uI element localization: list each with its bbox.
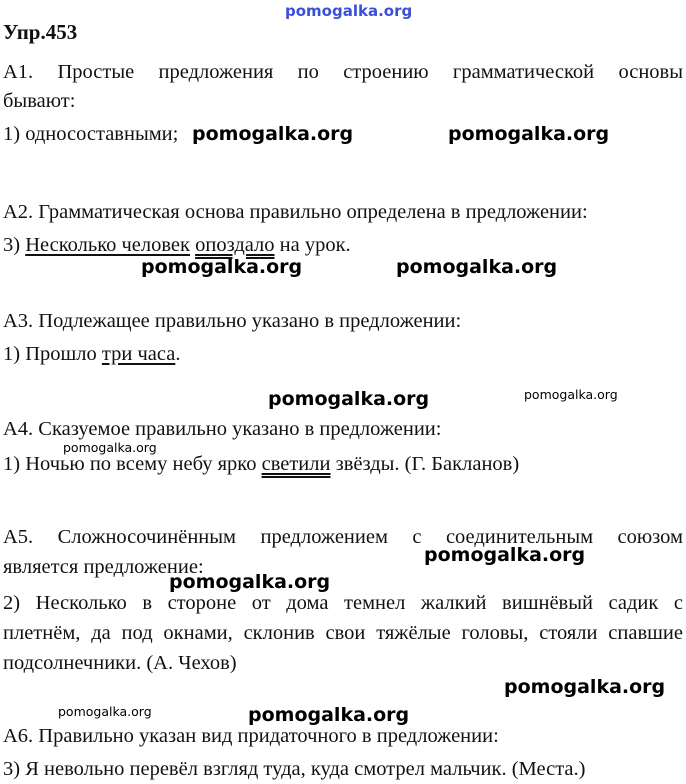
a2-answer xyxy=(3,234,351,257)
watermark: pomogalka.org xyxy=(448,123,610,145)
watermark: pomogalka.org xyxy=(192,123,354,145)
a5-answer-line2: плетнём, да под окнами, склонив свои тяжёлые головы, стояли спавшие xyxy=(3,622,683,644)
a4-answer-prefix: 1) Ночью по всему небу ярко xyxy=(3,453,262,475)
exercise-title: Упр.453 xyxy=(3,20,78,44)
a3-subject: три часа xyxy=(101,343,176,365)
watermark: pomogalka.org xyxy=(268,388,430,410)
a3-answer-rest: . xyxy=(175,343,181,365)
a2-answer-rest: на урок. xyxy=(274,234,351,256)
a6-question: А6. Правильно указан вид придаточного в предложении: xyxy=(3,725,499,747)
watermark: pomogalka.org xyxy=(524,387,618,402)
a4-predicate: светили xyxy=(261,453,331,475)
a4-question: А4. Сказуемое правильно указано в предложении: xyxy=(3,418,442,440)
a5-question-line2: является предложение: xyxy=(3,556,204,578)
a3-answer-prefix: 1) Прошло xyxy=(3,343,102,365)
a5-answer-line3: подсолнечники. (А. Чехов) xyxy=(3,652,237,674)
a2-subject: Несколько человек xyxy=(25,234,190,256)
watermark: pomogalka.org xyxy=(396,256,558,278)
watermark-top: pomogalka.org xyxy=(285,2,413,20)
a2-question: А2. Грамматическая основа правильно определена в предложении: xyxy=(3,201,588,223)
a3-question: А3. Подлежащее правильно указано в предложении: xyxy=(3,310,462,332)
a4-answer xyxy=(3,453,519,476)
a5-answer-line1: 2) Несколько в стороне от дома темнел жалкий вишнёвый садик с xyxy=(3,592,683,614)
a2-answer-prefix: 3) xyxy=(3,234,26,256)
watermark: pomogalka.org xyxy=(169,571,331,593)
a5-question-line1: А5. Сложносочинённым предложением с соединительным союзом xyxy=(3,526,683,548)
watermark: pomogalka.org xyxy=(504,676,666,698)
watermark: pomogalka.org xyxy=(248,704,410,726)
a1-question-line1: А1. Простые предложения по строению грамматической основы xyxy=(3,61,683,83)
watermark: pomogalka.org xyxy=(58,704,152,719)
watermark: pomogalka.org xyxy=(141,256,303,278)
a3-answer xyxy=(3,343,180,366)
a6-answer: 3) Я невольно перевёл взгляд туда, куда смотрел мальчик. (Места.) xyxy=(3,758,586,780)
watermark: pomogalka.org xyxy=(63,440,157,455)
a1-question-line2: бывают: xyxy=(3,90,76,112)
watermark: pomogalka.org xyxy=(424,544,586,566)
a1-answer: 1) односоставными; xyxy=(3,123,179,145)
a4-answer-rest: звёзды. (Г. Бакланов) xyxy=(330,453,520,475)
a2-predicate: опоздало xyxy=(195,234,275,256)
